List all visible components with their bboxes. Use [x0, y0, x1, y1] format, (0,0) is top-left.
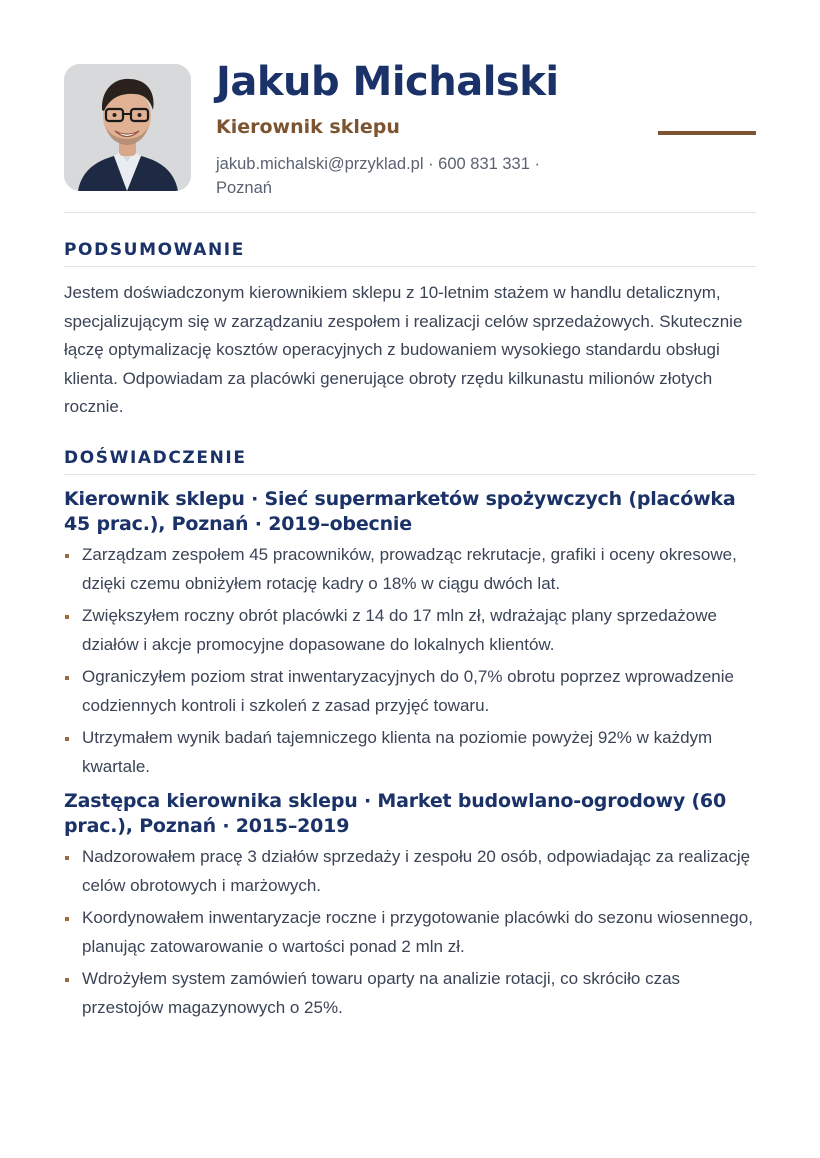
header-divider [64, 212, 756, 213]
bullet-marker [65, 737, 69, 741]
job-bullets [64, 541, 756, 781]
bullet-item [64, 904, 756, 961]
bullet-text: Wdrożyłem system zamówień towaru oparty na analizie rotacji, co skróciło czas przestojów magazynowych o 25%. [82, 969, 681, 1017]
contact-info: jakub.michalski@przyklad.pl · 600 831 331 · Poznań [216, 155, 540, 197]
bullet-marker [65, 917, 69, 921]
bullet-text: Nadzorowałem pracę 3 działów sprzedaży i zespołu 20 osób, odpowiadając za realizację celów obrotowych i marżowych. [82, 847, 751, 895]
bullet-text: Utrzymałem wynik badań tajemniczego klienta na poziomie powyżej 92% w każdym kwartale. [82, 728, 713, 776]
bullet-item [64, 541, 756, 598]
bullet-item [64, 724, 756, 781]
candidate-name: Jakub Michalski [216, 59, 559, 105]
bullet-item [64, 843, 756, 900]
bullet-text: Zarządzam zespołem 45 pracowników, prowadząc rekrutacje, grafiki i oceny okresowe, dzięki czemu obniżyłem rotację kadry o 18% w ciągu dwóch lat. [82, 545, 737, 593]
job-entry [64, 487, 756, 781]
profile-photo [64, 64, 191, 191]
bullet-marker [65, 615, 69, 619]
bullet-item [64, 663, 756, 720]
job-bullets [64, 843, 756, 1022]
bullet-item [64, 602, 756, 659]
resume-header [64, 59, 756, 197]
experience-section [64, 448, 756, 1026]
summary-section [64, 240, 756, 439]
resume-page [64, 59, 756, 1017]
bullet-text: Ograniczyłem poziom strat inwentaryzacyjnych do 0,7% obrotu poprzez wprowadzenie codziennych kontroli i szkoleń z zasad przyjęć towaru. [82, 667, 734, 715]
job-heading: Kierownik sklepu · Sieć supermarketów spożywczych (placówka 45 prac.), Poznań · 2019–obecnie [64, 488, 736, 535]
experience-heading: DOŚWIADCZENIE [64, 448, 756, 475]
bullet-marker [65, 856, 69, 860]
accent-bar [658, 131, 756, 135]
job-heading: Zastępca kierownika sklepu · Market budowlano-ogrodowy (60 prac.), Poznań · 2015–2019 [64, 790, 726, 837]
job-role: Kierownik sklepu [216, 116, 400, 138]
bullet-marker [65, 676, 69, 680]
bullet-marker [65, 978, 69, 982]
summary-heading: PODSUMOWANIE [64, 240, 756, 267]
bullet-text: Koordynowałem inwentaryzacje roczne i przygotowanie placówki do sezonu wiosennego, planując zatowarowanie o wartości ponad 2 mln zł. [82, 908, 753, 956]
bullet-marker [65, 554, 69, 558]
job-entry [64, 789, 756, 1022]
summary-text: Jestem doświadczonym kierownikiem sklepu z 10-letnim stażem w handlu detalicznym, specjalizującym się w zarządzaniu zespołem i realizacji celów sprzedażowych. Skutecznie łączę optymalizację kosztów operacyjnych z budowaniem wysokiego standardu obsługi klienta. Odpowiadam za placówki generujące obroty rzędu kilkunastu milionów złotych rocznie. [64, 283, 743, 416]
header-text [216, 59, 646, 200]
bullet-text: Zwiększyłem roczny obrót placówki z 14 do 17 mln zł, wdrażając plany sprzedażowe działów i akcje promocyjne dopasowane do lokalnych klientów. [82, 606, 717, 654]
bullet-item [64, 965, 756, 1022]
